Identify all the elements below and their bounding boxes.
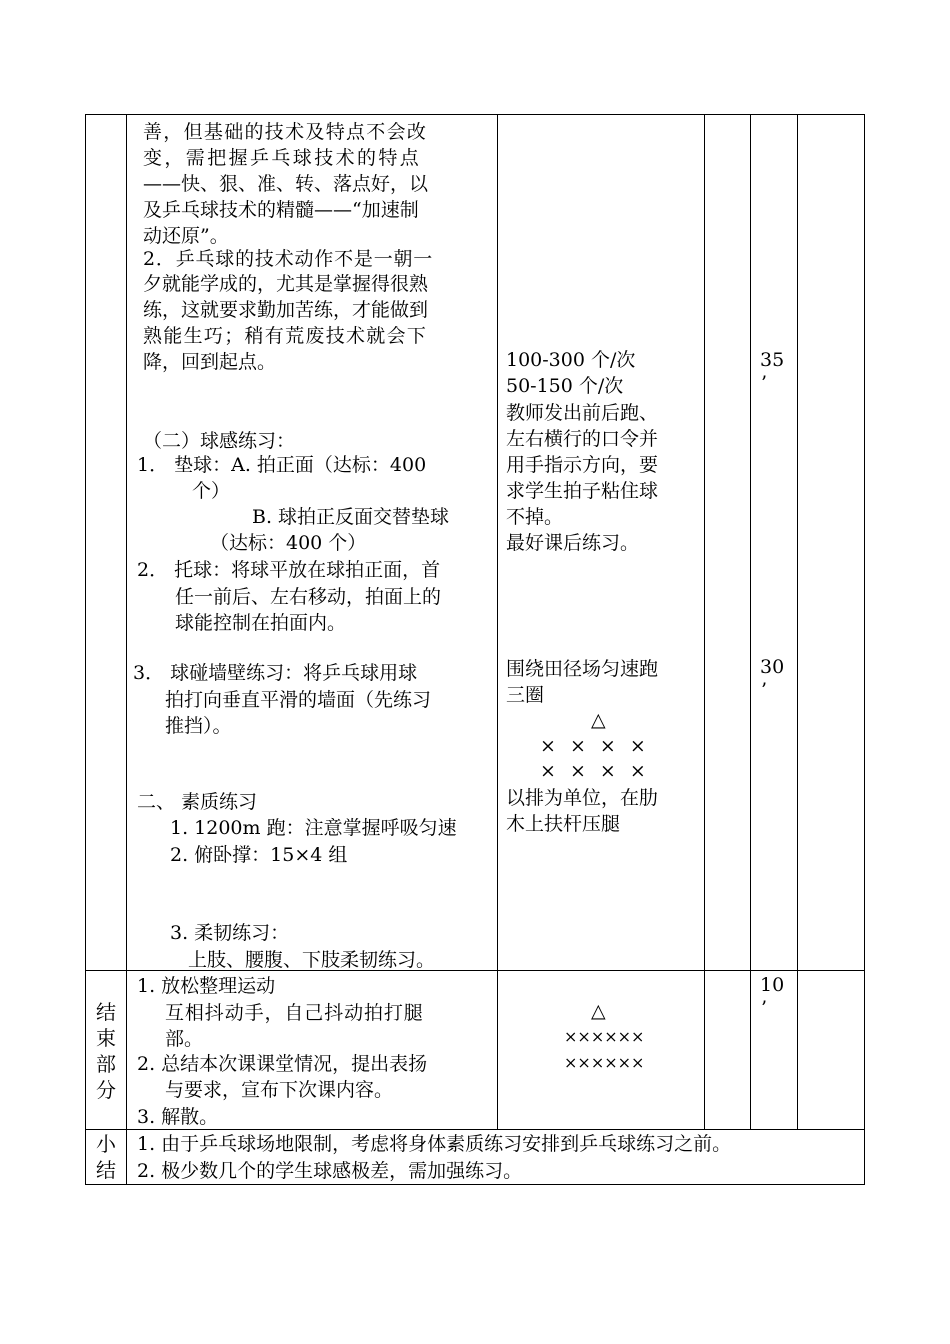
section-heading: （二）球感练习： — [143, 430, 296, 452]
content-line: （达标：400 个） — [210, 532, 367, 554]
content-line: 3. 柔韧练习： — [170, 922, 290, 944]
org-line: 100-300 个/次 — [506, 349, 636, 371]
org-line: 最好课后练习。 — [506, 532, 640, 554]
content-line: 1． 垫球：A. 拍正面（达标：400 — [137, 454, 427, 476]
org-line: 木上扶杆压腿 — [506, 813, 621, 835]
summary-item: 1. 由于乒乓球场地限制，考虑将身体素质练习安排到乒乓球练习之前。 — [137, 1133, 732, 1155]
org-line: 50-150 个/次 — [506, 375, 624, 397]
col-divider-1 — [126, 114, 127, 1185]
content-line: 上肢、腰腹、下肢柔韧练习。 — [188, 949, 436, 971]
content-line: 夕就能学成的，尤其是掌握得很熟 — [143, 273, 429, 295]
org-line: 教师发出前后跑、 — [506, 402, 659, 424]
formation-row: × × × × — [540, 735, 646, 757]
table-top-border — [85, 114, 865, 115]
ending-line: 部。 — [165, 1028, 204, 1050]
time-unit: ’ — [761, 997, 768, 1019]
time-value: 35 — [760, 349, 785, 371]
formation-teacher: △ — [591, 709, 606, 731]
formation-teacher: △ — [591, 1000, 606, 1022]
content-line: 降，回到起点。 — [143, 351, 277, 373]
col-divider-2 — [497, 114, 498, 1130]
ending-label: 分 — [96, 1078, 116, 1102]
content-line: 动还原”。 — [143, 225, 229, 247]
time-unit: ’ — [761, 679, 768, 701]
content-line: 善，但基础的技术及特点不会改 — [143, 121, 428, 143]
org-line: 求学生拍子粘住球 — [506, 480, 659, 502]
col-divider-5 — [797, 114, 798, 1130]
content-line: 任一前后、左右移动，拍面上的 — [175, 586, 442, 608]
section-heading: 二、 素质练习 — [137, 791, 258, 813]
content-line: 1. 1200m 跑：注意掌握呼吸匀速 — [170, 817, 457, 839]
content-line: 变，需把握乒乓球技术的特点 — [143, 147, 422, 169]
col-divider-4 — [750, 114, 751, 1130]
ending-line: 互相抖动手，自己抖动拍打腿 — [165, 1002, 424, 1024]
time-unit: ’ — [761, 372, 768, 394]
content-line: 球能控制在拍面内。 — [175, 612, 347, 634]
table-right-border — [864, 114, 865, 1185]
content-line: 熟能生巧；稍有荒废技术就会下 — [143, 325, 428, 347]
org-line: 以排为单位，在肋 — [506, 787, 659, 809]
col-divider-3 — [704, 114, 705, 1130]
table-bottom-border — [85, 1184, 865, 1185]
org-line: 用手指示方向，要 — [506, 454, 659, 476]
content-line: 2． 托球：将球平放在球拍正面，首 — [137, 559, 441, 581]
content-line: B. 球拍正反面交替垫球 — [252, 506, 450, 528]
org-line: 左右横行的口令并 — [506, 428, 659, 450]
content-line: 推挡）。 — [165, 715, 232, 737]
table-left-border — [85, 114, 86, 1185]
time-value: 30 — [760, 656, 785, 678]
ending-label: 结 — [96, 1000, 116, 1024]
content-line: 拍打向垂直平滑的墙面（先练习 — [165, 689, 432, 711]
org-line: 三圈 — [506, 684, 545, 706]
ending-line: 与要求，宣布下次课内容。 — [165, 1079, 394, 1101]
ending-label: 部 — [96, 1052, 116, 1076]
summary-item: 2. 极少数几个的学生球感极差，需加强练习。 — [137, 1160, 523, 1182]
content-line: 个） — [192, 480, 231, 502]
summary-label: 小 — [96, 1132, 116, 1156]
org-line: 不掉。 — [506, 506, 564, 528]
content-line: ——快、狠、准、转、落点好，以 — [143, 173, 429, 195]
time-value: 10 — [760, 974, 785, 996]
formation-row: ×××××× — [564, 1027, 645, 1046]
org-line: 围绕田径场匀速跑 — [506, 658, 659, 680]
content-line: 3． 球碰墙壁练习：将乒乓球用球 — [133, 662, 418, 684]
summary-label: 结 — [96, 1158, 116, 1182]
formation-row: ×××××× — [564, 1053, 645, 1072]
content-line: 2．乒乓球的技术动作不是一朝一 — [143, 248, 434, 270]
content-line: 2. 俯卧撑：15×4 组 — [170, 844, 348, 866]
content-line: 练，这就要求勤加苦练，才能做到 — [143, 299, 429, 321]
formation-row: × × × × — [540, 760, 646, 782]
ending-line: 3. 解散。 — [137, 1106, 219, 1128]
ending-label: 束 — [96, 1026, 116, 1050]
ending-line: 1. 放松整理运动 — [137, 975, 276, 997]
ending-line: 2. 总结本次课课堂情况，提出表扬 — [137, 1053, 428, 1075]
content-line: 及乒乓球技术的精髓——“加速制 — [143, 199, 419, 221]
